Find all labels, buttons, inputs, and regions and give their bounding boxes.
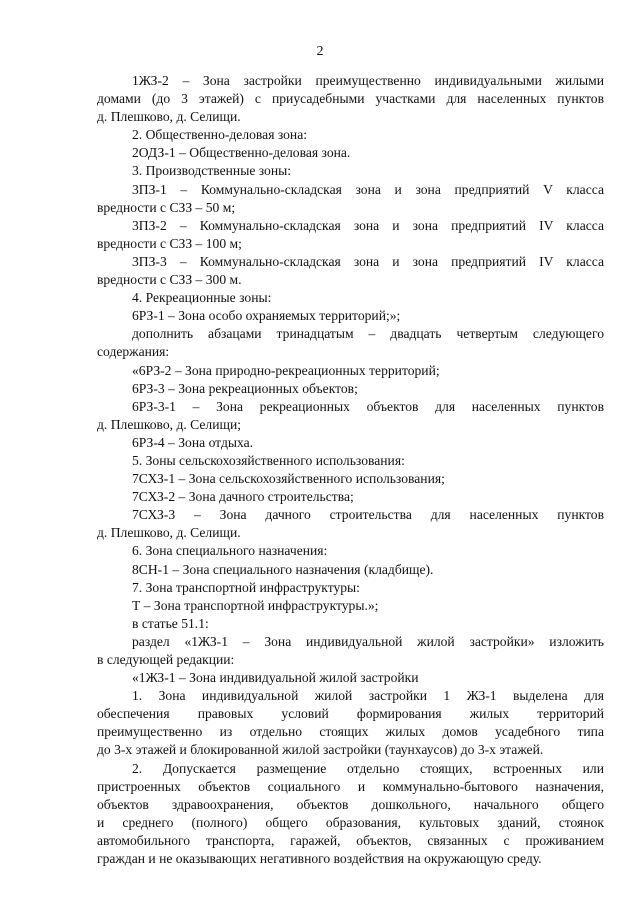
text-line: 6РЗ-1 – Зона особо охраняемых территорий;»;: [132, 308, 401, 324]
text-line: 2. Общественно-деловая зона:: [132, 127, 308, 143]
text-line: в следующей редакции:: [97, 652, 235, 667]
text-line: Т – Зона транспортной инфраструктуры.»;: [132, 597, 379, 613]
text-line: 3. Производственные зоны:: [132, 163, 292, 179]
text-line: 6РЗ-4 – Зона отдыха.: [132, 434, 254, 450]
text-line: 3ПЗ-2 – Коммунально-складская зона и зона предприятий IV класса: [132, 217, 604, 233]
text-line: 2. Допускается размещение отдельно стоящих, встроенных или: [132, 760, 604, 776]
text-line: д. Плешково, д. Селищи.: [97, 109, 241, 125]
text-line: 3ПЗ-1 – Коммунально-складская зона и зона предприятий V класса: [132, 181, 604, 197]
text-line: 8СН-1 – Зона специального назначения (кладбище).: [132, 561, 434, 577]
text-line: вредности с СЗЗ – 100 м;: [97, 235, 242, 251]
text-line: 2ОДЗ-1 – Общественно-деловая зона.: [132, 145, 351, 161]
text-line: дополнить абзацами тринадцатым – двадцать четвертым следующего: [132, 326, 604, 342]
text-line: автомобильного транспорта, гаражей, объектов, связанных с проживанием: [97, 832, 604, 848]
text-line: раздел «1ЖЗ-1 – Зона индивидуальной жилой застройки» изложить: [132, 633, 604, 649]
text-line: «1ЖЗ-1 – Зона индивидуальной жилой застройки: [132, 670, 419, 686]
text-line: обеспечения правовых условий формирования жилых территорий: [97, 706, 604, 722]
text-line: 6РЗ-3 – Зона рекреационных объектов;: [132, 380, 358, 396]
text-line: пристроенных объектов социального и коммунально-бытового назначения,: [97, 778, 604, 794]
text-line: преимущественно из отдельно стоящих жилых домов усадебного типа: [97, 724, 604, 740]
body-text: [97, 72, 604, 868]
text-line: 3ПЗ-3 – Коммунально-складская зона и зона предприятий IV класса: [132, 253, 604, 269]
page-number: 2: [316, 44, 324, 59]
text-line: 5. Зоны сельскохозяйственного использования:: [132, 452, 405, 468]
text-line: 7СХЗ-1 – Зона сельскохозяйственного использования;: [132, 471, 445, 487]
text-line: содержания:: [97, 344, 170, 360]
text-line: «6РЗ-2 – Зона природно-рекреационных территорий;: [132, 362, 440, 378]
text-line: и среднего (полного) общего образования, культовых зданий, стоянок: [97, 814, 604, 830]
text-line: до 3-х этажей и блокированной жилой застройки (таунхаусов) до 3-х этажей.: [97, 742, 544, 758]
text-line: вредности с СЗЗ – 300 м.: [97, 272, 242, 288]
text-line: 7СХЗ-2 – Зона дачного строительства;: [132, 489, 354, 505]
text-line: 4. Рекреационные зоны:: [132, 290, 272, 306]
text-line: вредности с СЗЗ – 50 м;: [97, 199, 236, 215]
text-line: 7. Зона транспортной инфраструктуры:: [132, 579, 360, 595]
text-line: домами (до 3 этажей) с приусадебными участками для населенных пунктов: [97, 91, 604, 107]
text-line: 1ЖЗ-2 – Зона застройки преимущественно индивидуальными жилыми: [132, 73, 604, 88]
text-line: д. Плешково, д. Селищи.: [97, 525, 241, 541]
text-line: граждан и не оказывающих негативного воздействия на окружающую среду.: [97, 851, 542, 867]
text-line: объектов здравоохранения, объектов дошкольного, начального общего: [97, 796, 604, 812]
text-line: д. Плешково, д. Селищи;: [97, 416, 242, 432]
text-line: 6РЗ-3-1 – Зона рекреационных объектов для населенных пунктов: [132, 398, 604, 414]
text-line: 7СХЗ-3 – Зона дачного строительства для населенных пунктов: [132, 507, 604, 523]
text-line: в статье 51.1:: [132, 615, 209, 631]
text-line: 1. Зона индивидуальной жилой застройки 1 ЖЗ-1 выделена для: [132, 688, 604, 704]
text-line: 6. Зона специального назначения:: [132, 543, 328, 559]
